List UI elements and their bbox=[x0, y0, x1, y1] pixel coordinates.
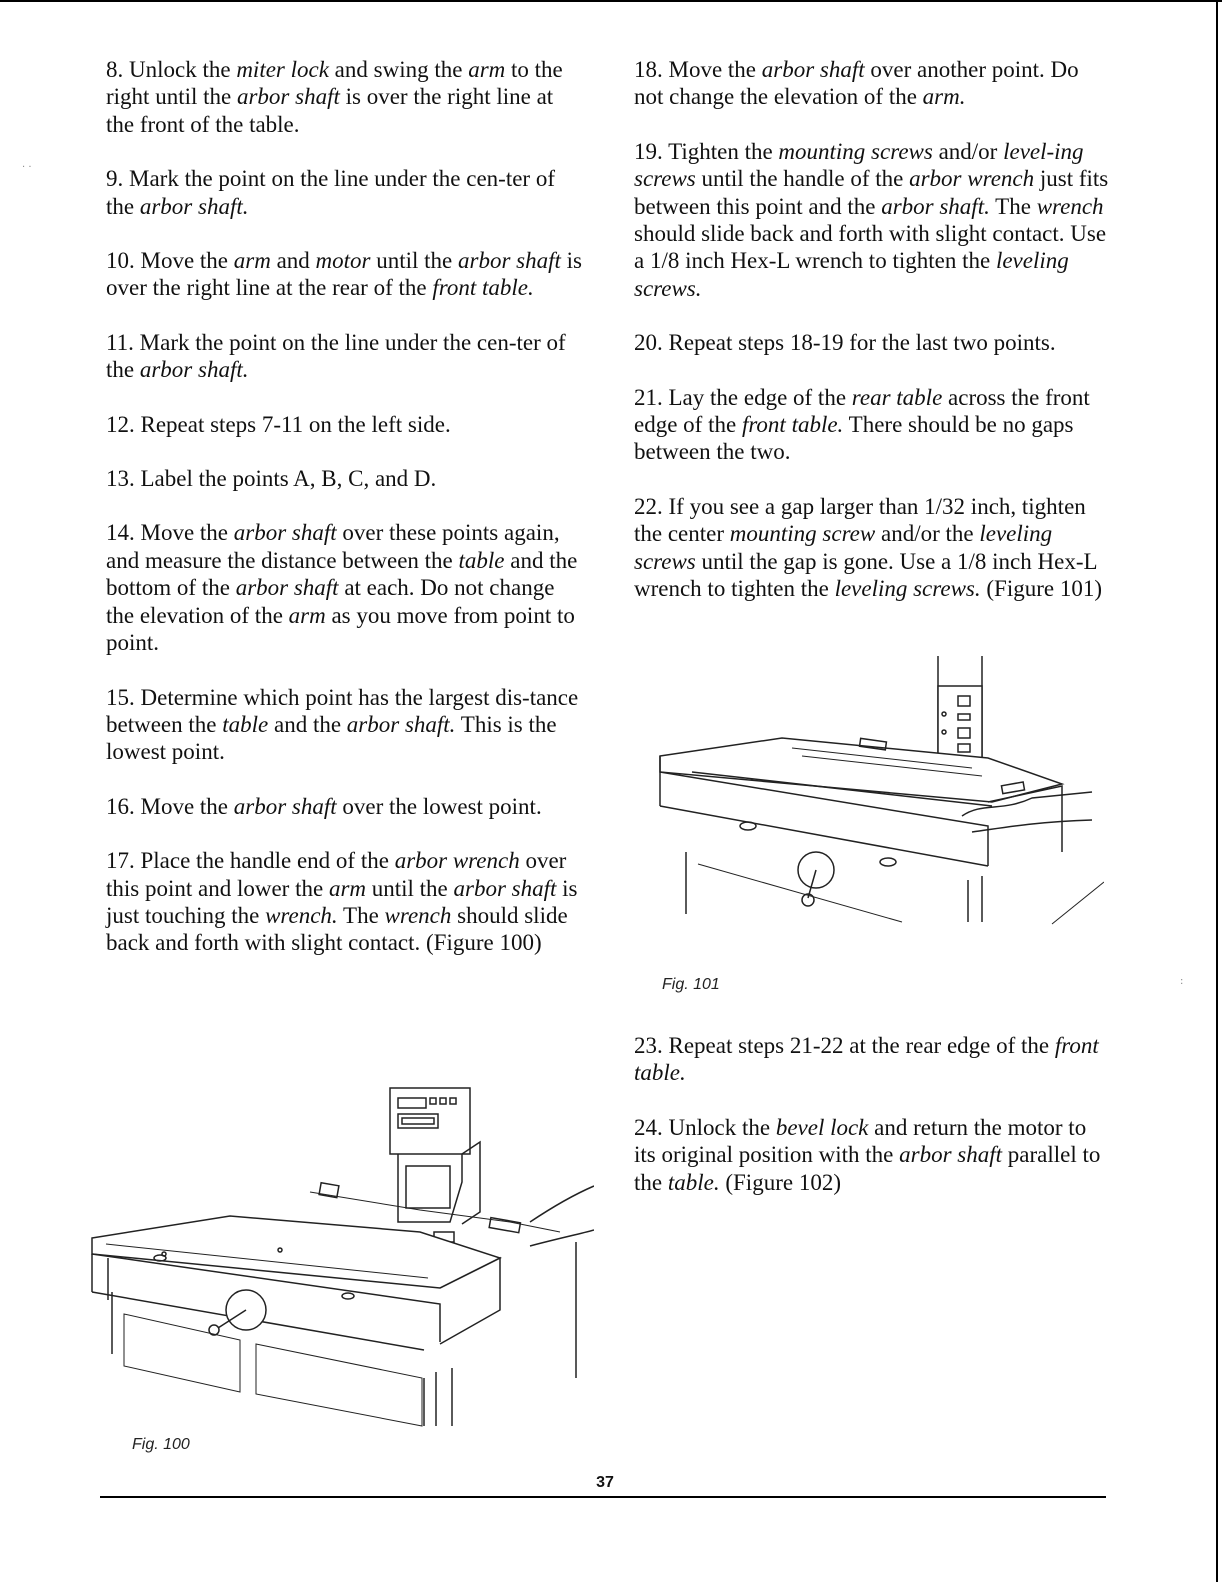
instruction-step bbox=[634, 138, 1112, 302]
instruction-step bbox=[106, 465, 584, 492]
left-column bbox=[106, 56, 584, 984]
page-number: 37 bbox=[596, 1474, 614, 1491]
step-number: 18. bbox=[634, 57, 669, 82]
step-text: Move the bbox=[140, 520, 234, 546]
instruction-step bbox=[106, 684, 584, 766]
step-text: leveling screws. bbox=[634, 248, 1069, 301]
step-text: until the gap is gone. Use a 1/8 inch Hex-L wrench to tighten the bbox=[634, 548, 1097, 602]
step-text: Move the bbox=[140, 248, 234, 274]
footer-rule bbox=[100, 1496, 1106, 1498]
step-text: and/or the bbox=[875, 521, 980, 547]
step-text: arm bbox=[288, 602, 326, 628]
instruction-step bbox=[106, 247, 584, 302]
instruction-step bbox=[106, 56, 584, 138]
instruction-step bbox=[106, 519, 584, 656]
step-number: 10. bbox=[106, 248, 141, 274]
right-column-lower bbox=[634, 1032, 1112, 1223]
step-text: table. bbox=[667, 1169, 720, 1195]
step-text: Unlock the bbox=[129, 57, 237, 82]
step-text: leveling screws bbox=[634, 521, 1053, 574]
step-text: Repeat steps 21-22 at the rear edge of the bbox=[668, 1033, 1055, 1058]
step-text: over the lowest point. bbox=[336, 793, 542, 819]
step-text: is just touching the bbox=[106, 875, 578, 928]
step-text: over this point and lower the bbox=[106, 848, 567, 901]
step-text: and swing the bbox=[328, 57, 469, 82]
step-text: should slide back and forth with slight contact. (Figure 100) bbox=[106, 902, 568, 956]
page-top-border bbox=[0, 0, 1222, 2]
step-text: The bbox=[337, 902, 385, 928]
step-text: There should be no gaps between the two. bbox=[634, 412, 1074, 465]
step-text: front table. bbox=[432, 275, 534, 301]
step-text: Repeat steps 7-11 on the left side. bbox=[140, 411, 451, 437]
step-text: Move the bbox=[668, 57, 762, 82]
figure-100-illustration bbox=[90, 1082, 594, 1430]
instruction-step bbox=[634, 329, 1112, 356]
step-text: table bbox=[458, 547, 505, 573]
step-text: arbor shaft bbox=[233, 520, 337, 546]
step-text: arbor wrench bbox=[394, 848, 520, 874]
step-text: Move the bbox=[140, 793, 234, 819]
step-text: across the front edge of the bbox=[634, 384, 1090, 438]
step-text: table bbox=[222, 711, 269, 737]
step-text: arbor shaft. bbox=[139, 193, 249, 219]
step-text: until the bbox=[370, 248, 459, 274]
page-right-border bbox=[1216, 0, 1218, 1582]
step-text: arm bbox=[468, 57, 506, 82]
instruction-step bbox=[106, 165, 584, 220]
figure-100-caption: Fig. 100 bbox=[132, 1436, 190, 1453]
instruction-step bbox=[634, 493, 1112, 603]
step-number: 8. bbox=[106, 57, 129, 82]
step-text: Place the handle end of the bbox=[140, 848, 395, 874]
step-text: rear table bbox=[851, 384, 943, 410]
step-text: arm bbox=[233, 248, 271, 274]
step-text: just fits between this point and the bbox=[634, 166, 1109, 219]
step-text: wrench. bbox=[265, 902, 338, 928]
step-text: until the bbox=[366, 875, 454, 901]
step-number: 17. bbox=[106, 848, 141, 874]
right-column bbox=[634, 56, 1112, 630]
step-text: wrench bbox=[384, 902, 452, 928]
step-text: and return the motor to its original position with the bbox=[634, 1114, 1087, 1168]
step-text: arbor shaft bbox=[453, 875, 557, 901]
scan-speck: · · bbox=[22, 162, 32, 173]
instruction-step bbox=[634, 56, 1112, 111]
step-text: should slide back and forth with slight contact. Use a 1/8 inch Hex-L wrench to tighten the bbox=[634, 221, 1107, 274]
instruction-step bbox=[106, 329, 584, 384]
step-text: arbor wrench bbox=[909, 166, 1035, 192]
step-text: arbor shaft bbox=[233, 793, 337, 819]
step-text: and the bbox=[268, 711, 347, 737]
step-text: arbor shaft bbox=[458, 248, 561, 274]
step-number: 14. bbox=[106, 520, 141, 546]
step-text: and bbox=[270, 248, 316, 274]
step-number: 19. bbox=[634, 138, 669, 164]
step-text: miter lock bbox=[236, 57, 329, 82]
step-text: If you see a gap larger than 1/32 inch, tighten the center bbox=[634, 493, 1086, 547]
step-text: The bbox=[989, 193, 1037, 219]
step-text: bevel lock bbox=[775, 1114, 869, 1140]
step-text: front table. bbox=[741, 412, 844, 438]
step-text: at each. Do not change the elevation of the bbox=[106, 575, 555, 628]
step-number: 12. bbox=[106, 411, 141, 437]
step-number: 20. bbox=[634, 330, 669, 356]
step-text: mounting screws bbox=[778, 138, 933, 164]
step-text: Determine which point has the largest dis-tance between the bbox=[106, 684, 579, 737]
step-text: arm bbox=[328, 875, 366, 901]
step-text: arbor shaft bbox=[899, 1142, 1003, 1168]
step-number: 13. bbox=[106, 466, 141, 492]
step-text: (Figure 102) bbox=[719, 1169, 841, 1195]
step-number: 23. bbox=[634, 1033, 669, 1058]
step-number: 11. bbox=[106, 329, 140, 355]
step-text: Mark the point on the line under the cen-ter of the bbox=[106, 329, 566, 383]
step-text: Lay the edge of the bbox=[668, 384, 852, 410]
step-text: mounting screw bbox=[729, 521, 876, 547]
step-text: Repeat steps 18-19 for the last two points. bbox=[668, 330, 1056, 356]
figure-101-caption: Fig. 101 bbox=[662, 976, 720, 993]
step-text: until the handle of the bbox=[695, 166, 910, 192]
step-text: arbor shaft. bbox=[881, 193, 990, 219]
step-text: arbor shaft. bbox=[346, 711, 456, 737]
step-number: 22. bbox=[634, 493, 669, 519]
instruction-step bbox=[634, 1114, 1112, 1196]
step-text: (Figure 101) bbox=[980, 576, 1102, 602]
step-text: arbor shaft bbox=[761, 57, 865, 82]
step-text: is over the right line at the rear of the bbox=[106, 248, 583, 301]
instruction-step bbox=[106, 793, 584, 820]
step-text: This is the lowest point. bbox=[106, 711, 557, 765]
step-number: 16. bbox=[106, 793, 141, 819]
step-text: Label the points A, B, C, and D. bbox=[140, 466, 437, 492]
scan-speck: : bbox=[1180, 976, 1184, 987]
step-text: Mark the point on the line under the cen-ter of the bbox=[106, 166, 555, 219]
step-text: arbor shaft bbox=[235, 575, 339, 601]
step-text: Tighten the bbox=[668, 138, 779, 164]
step-text: level-ing screws bbox=[634, 138, 1084, 192]
step-text: to the right until the bbox=[106, 57, 563, 110]
step-number: 15. bbox=[106, 684, 141, 710]
step-number: 24. bbox=[634, 1114, 669, 1140]
step-text: is over the right line at the front of the table. bbox=[106, 84, 554, 137]
step-text: and/or bbox=[932, 138, 1004, 164]
instruction-step bbox=[634, 1032, 1112, 1087]
step-text: over another point. Do not change the elevation of the bbox=[634, 57, 1079, 110]
step-text: front table. bbox=[634, 1033, 1099, 1086]
step-text: leveling screws. bbox=[834, 576, 981, 602]
step-text: Unlock the bbox=[668, 1114, 776, 1140]
step-number: 9. bbox=[106, 166, 129, 192]
step-text: parallel to the bbox=[634, 1142, 1101, 1195]
step-text: motor bbox=[315, 248, 371, 274]
step-text: as you move from point to point. bbox=[106, 602, 575, 656]
instruction-step bbox=[106, 411, 584, 438]
step-text: arbor shaft bbox=[236, 84, 340, 110]
step-text: arbor shaft. bbox=[139, 357, 249, 383]
instruction-step bbox=[634, 384, 1112, 466]
instruction-step bbox=[106, 847, 584, 957]
step-text: arm. bbox=[922, 84, 966, 110]
figure-101-illustration bbox=[652, 652, 1104, 928]
step-text: and the bottom of the bbox=[106, 547, 578, 601]
step-number: 21. bbox=[634, 384, 669, 410]
step-text: wrench bbox=[1036, 193, 1104, 219]
step-text: over these points again, and measure the distance between the bbox=[106, 520, 560, 573]
